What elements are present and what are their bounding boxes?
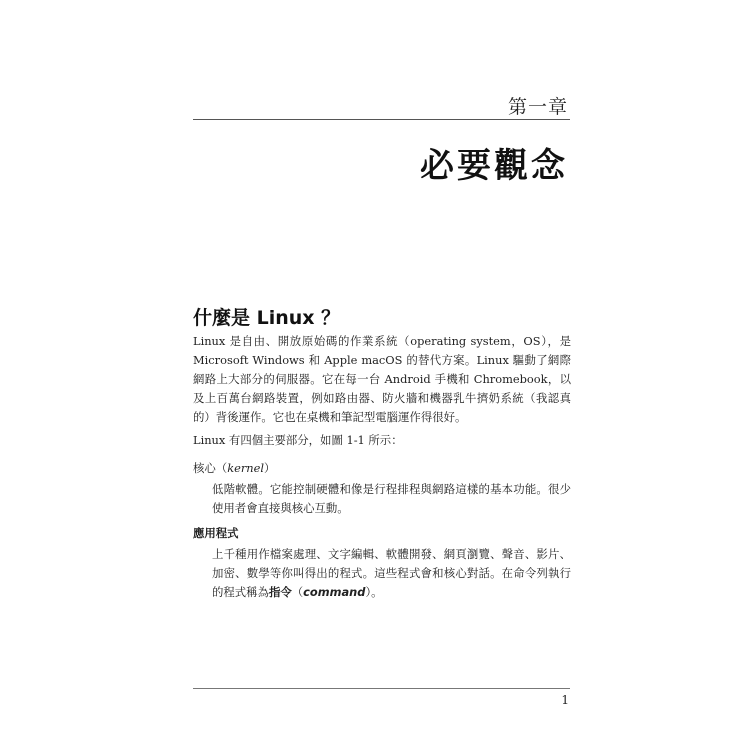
definition-applications-mid: （ [291,585,304,599]
definition-applications-suffix: ）。 [365,585,383,599]
term-kernel-italic: kernel [227,461,264,475]
section-heading: 什麼是 Linux ？ [193,307,341,329]
page-number: 1 [561,693,569,707]
term-applications: 應用程式 [193,526,239,540]
paragraph-parts: Linux 有四個主要部分，如圖 1-1 所示： [193,433,403,447]
definition-applications-bold: 指令 [268,585,292,599]
chapter-title: 必要觀念 [420,146,568,186]
definition-applications-italic: command [303,585,366,599]
definition-kernel: 低階軟體。它能控制硬體和像是行程排程與網路這樣的基本功能。很少使用者會直接與核心互動。 [212,482,571,515]
term-kernel [193,459,275,478]
header-rule [193,119,570,120]
definition-applications-prefix: 上千種用作檔案處理、文字編輯、軟體開發、網頁瀏覽、聲音、影片、加密、數學等你叫得出的程式。這些程式會和核心對話。在命令列執行的程式稱為 [212,547,571,599]
term-kernel-suffix: ） [264,461,276,475]
definition-applications [212,545,571,602]
chapter-label: 第一章 [507,96,568,118]
term-kernel-prefix: 核心（ [193,461,228,475]
footer-rule [193,688,570,689]
paragraph-intro: Linux 是自由、開放原始碼的作業系統（operating system，OS），是 Microsoft Windows 和 Apple macOS 的替代方案。Linux 驅動了網際網路上大部分的伺服器。它在每一台 Android 手機和 Chromebook，以及上百萬台網路裝置，例如路由器、防火牆和機器乳牛擠奶系統（我認真的）背後運作。它也在桌機和筆記型電腦運作得很好。 [193,334,571,424]
